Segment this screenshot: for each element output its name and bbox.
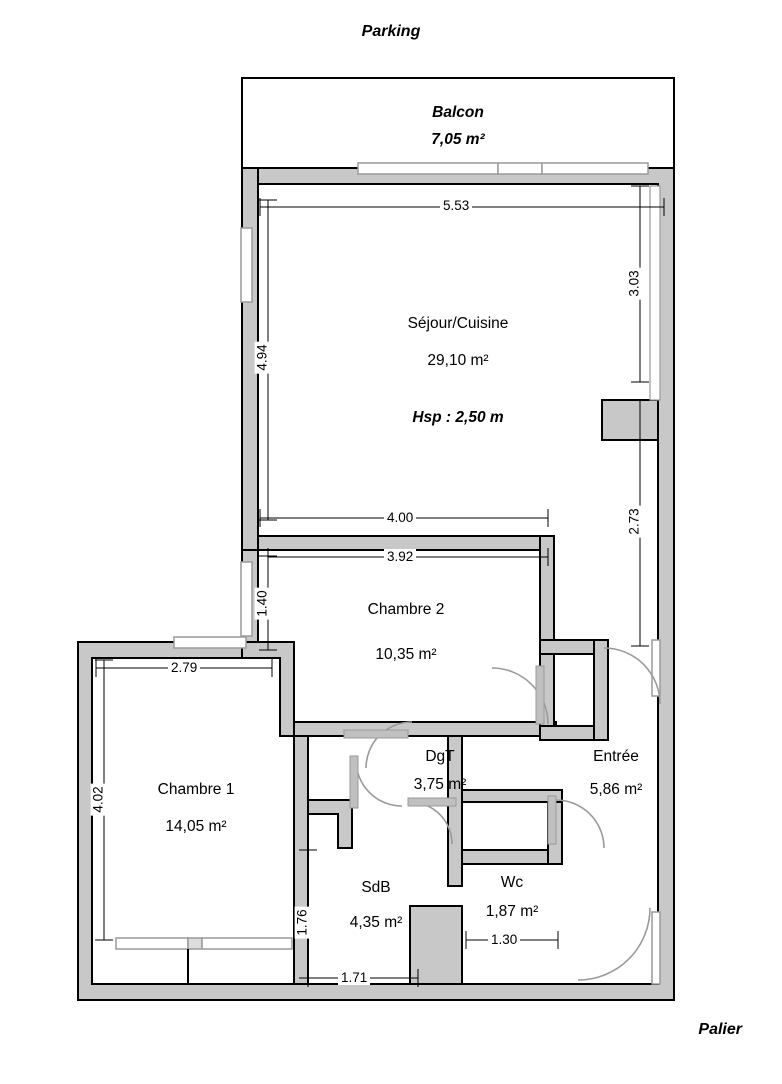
dimension-sejour-right: 3.03	[627, 267, 642, 299]
door-palier-leaf	[652, 912, 660, 984]
window-chambre1-bottom-left	[116, 938, 188, 949]
room-note-sejour: Hsp : 2,50 m	[412, 409, 504, 426]
wall-chambre1-right	[294, 736, 308, 984]
room-area-chambre2: 10,35 m²	[375, 646, 437, 663]
dimension-ch2-top: 4.00	[384, 510, 416, 525]
room-label-dgt: DgT	[425, 748, 455, 765]
window-balcony-right	[542, 163, 648, 174]
room-area-wc: 1,87 m²	[485, 903, 539, 920]
dimension-sejour-left: 4.94	[255, 341, 270, 373]
window-balcony-left	[358, 163, 498, 174]
room-area-chambre1: 14,05 m²	[165, 818, 227, 835]
room-label-chambre1: Chambre 1	[157, 781, 235, 798]
dimension-ch2-width: 3.92	[384, 549, 416, 564]
door-entry-leaf	[652, 640, 660, 696]
window-chambre1-top	[174, 637, 246, 648]
dimension-ch1-top: 2.79	[168, 660, 200, 675]
door-leaf-wc	[548, 796, 556, 844]
dimension-sejour-width: 5.53	[440, 198, 472, 213]
room-shape-balcon	[242, 78, 674, 170]
dimension-ch1-left: 4.02	[91, 783, 106, 815]
window-sejour-right	[650, 186, 660, 400]
window-balcony-mid	[498, 163, 542, 174]
room-label-balcon: Balcon	[432, 104, 484, 121]
room-label-sdb: SdB	[361, 879, 391, 896]
wall-sejour-chambre2	[252, 536, 554, 550]
room-area-sejour: 29,10 m²	[427, 352, 489, 369]
window-chambre1-bottom-right	[202, 938, 292, 949]
room-label-sejour: Séjour/Cuisine	[407, 315, 509, 332]
wall-notch-right	[602, 400, 658, 440]
room-label-entree: Entrée	[593, 748, 639, 765]
window-chambre2-left	[241, 562, 252, 636]
dimension-ch2-left: 1.40	[255, 587, 270, 619]
door-leaf-dgt	[536, 666, 544, 724]
door-leaf-chambre1	[350, 756, 358, 808]
wall-chambre2-bottom	[294, 722, 556, 736]
room-area-entree: 5,86 m²	[589, 781, 643, 798]
wall-chambre2-right	[540, 536, 554, 646]
dimension-wc-bottom: 1.30	[488, 932, 520, 947]
dimension-sdb-bottom: 1.71	[338, 970, 370, 985]
dimension-sdb-left: 1.76	[295, 906, 310, 938]
room-area-dgt: 3,75 m²	[413, 776, 467, 793]
room-area-balcon: 7,05 m²	[431, 131, 485, 148]
room-label-wc: Wc	[500, 874, 524, 891]
room-label-chambre2: Chambre 2	[367, 601, 445, 618]
window-chambre1-bottom-mullion	[188, 938, 202, 949]
plan-top-label: Parking	[361, 23, 421, 40]
window-sejour-left	[241, 228, 252, 302]
dimension-entree-right: 2.73	[627, 505, 642, 537]
wall-entree-right	[594, 640, 608, 740]
room-area-sdb: 4,35 m²	[349, 914, 403, 931]
door-leaf-chambre2	[344, 730, 408, 738]
plan-bottom-label: Palier	[698, 1021, 742, 1038]
door-leaf-sdb	[408, 798, 456, 806]
interior-void	[92, 184, 658, 984]
